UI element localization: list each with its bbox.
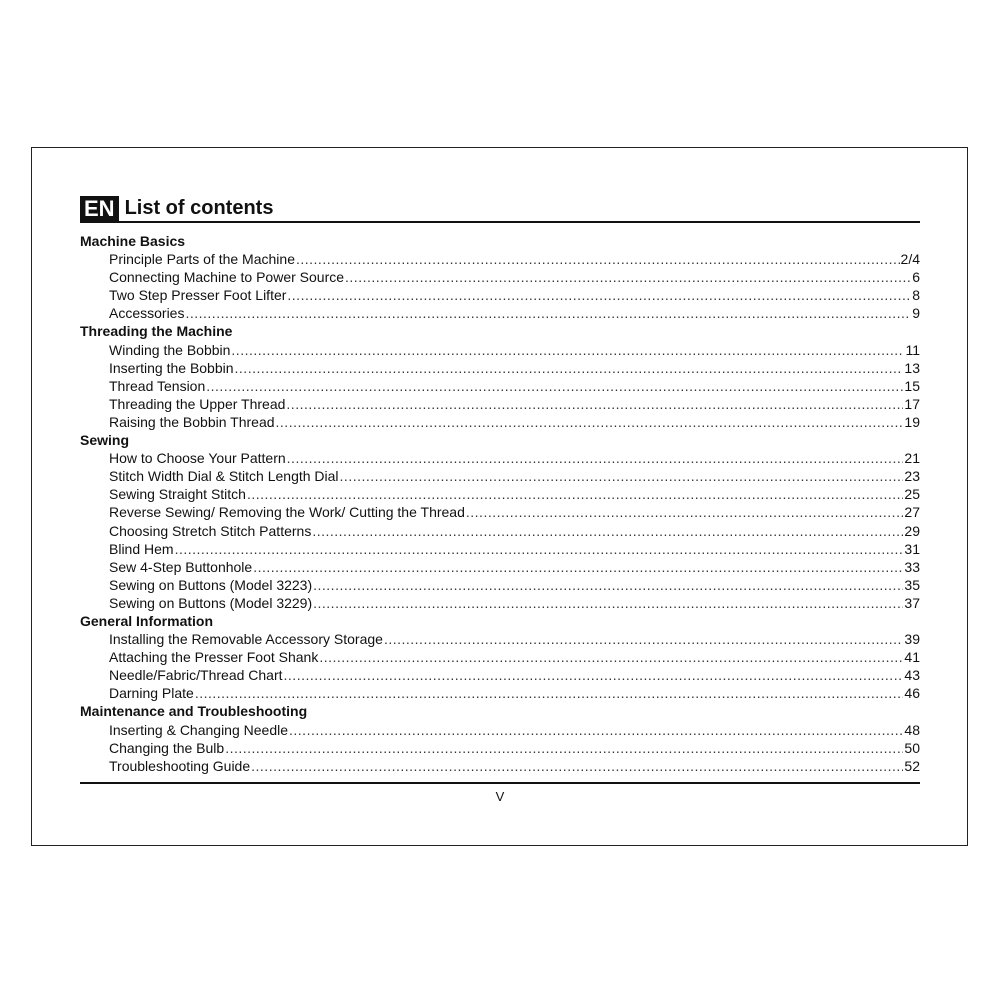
toc-entry[interactable] — [80, 286, 920, 304]
toc-entry-label: Reverse Sewing/ Removing the Work/ Cutting the Thread — [109, 504, 465, 521]
toc-entry-page: 11 — [905, 341, 920, 358]
toc-entry-label: Threading the Upper Thread — [109, 395, 286, 412]
toc-entry[interactable] — [80, 757, 920, 775]
toc-entry-label: Needle/Fabric/Thread Chart — [109, 667, 283, 684]
toc-entry-page: 39 — [904, 631, 920, 648]
toc-entry-label: Sewing on Buttons (Model 3229) — [109, 594, 313, 611]
toc-entry-page: 13 — [904, 359, 920, 376]
dot-leader — [185, 304, 911, 322]
toc-entry-page: 19 — [904, 413, 920, 430]
dot-leader — [313, 576, 903, 594]
toc-entry-label: Principle Parts of the Machine — [109, 251, 295, 268]
dot-leader — [466, 503, 904, 521]
toc-entry-page: 23 — [904, 468, 920, 485]
toc-entry-label: Blind Hem — [109, 540, 174, 557]
dot-leader — [286, 395, 903, 413]
toc-entry-page: 48 — [904, 721, 920, 738]
dot-leader — [313, 594, 903, 612]
language-badge: EN — [80, 196, 119, 222]
toc-entry[interactable] — [80, 522, 920, 540]
toc-entry-label: Inserting & Changing Needle — [109, 721, 289, 738]
toc-entry-label: Sewing on Buttons (Model 3223) — [109, 576, 313, 593]
toc-entry-label: Winding the Bobbin — [109, 341, 231, 358]
toc-entry[interactable] — [80, 467, 920, 485]
toc-section-heading: Machine Basics — [80, 233, 186, 249]
dot-leader — [289, 721, 903, 739]
dot-leader — [384, 630, 903, 648]
toc-entry[interactable] — [80, 666, 920, 684]
toc-entry[interactable] — [80, 721, 920, 739]
toc-entry-label: Inserting the Bobbin — [109, 359, 234, 376]
toc-entry-label: Accessories — [109, 305, 185, 322]
toc-entry[interactable] — [80, 540, 920, 558]
dot-leader — [340, 467, 904, 485]
toc-section-heading: Maintenance and Troubleshooting — [80, 703, 308, 720]
footer-rule — [80, 782, 920, 784]
toc-entry[interactable] — [80, 485, 920, 503]
toc-entry-label: Connecting Machine to Power Source — [109, 269, 345, 286]
toc-entry-page: 21 — [904, 450, 920, 467]
toc-entry[interactable] — [80, 304, 920, 322]
toc-entry-page: 46 — [904, 685, 920, 702]
toc-entry[interactable] — [80, 449, 920, 467]
toc-entry-label: Installing the Removable Accessory Storage — [109, 631, 383, 648]
toc-entry[interactable] — [80, 341, 920, 359]
toc-section-heading: General Information — [80, 612, 214, 629]
toc-entry[interactable] — [80, 413, 920, 431]
dot-leader — [287, 286, 911, 304]
toc-entry-page: 6 — [912, 269, 920, 286]
toc-entry-label: Thread Tension — [109, 377, 206, 394]
dot-leader — [175, 540, 904, 558]
page-title: List of contents — [124, 197, 274, 219]
dot-leader — [235, 359, 904, 377]
dot-leader — [251, 757, 903, 775]
toc-entry-page: 2/4 — [900, 251, 920, 268]
toc-entry-page: 33 — [904, 558, 920, 575]
table-of-contents — [80, 232, 920, 775]
dot-leader — [206, 377, 903, 395]
toc-section-heading: Sewing — [80, 432, 130, 449]
toc-entry-label: How to Choose Your Pattern — [109, 450, 286, 467]
toc-entry[interactable] — [80, 503, 920, 521]
dot-leader — [296, 250, 900, 268]
toc-entry-page: 17 — [904, 395, 920, 412]
toc-entry-page: 27 — [904, 504, 920, 521]
dot-leader — [247, 485, 903, 503]
toc-entry-label: Changing the Bulb — [109, 739, 225, 756]
toc-entry-page: 41 — [904, 649, 920, 666]
toc-entry[interactable] — [80, 684, 920, 702]
toc-entry[interactable] — [80, 377, 920, 395]
toc-entry-label: Attaching the Presser Foot Shank — [109, 649, 319, 666]
toc-entry[interactable] — [80, 739, 920, 757]
toc-entry-page: 50 — [904, 739, 920, 756]
toc-entry-page: 8 — [912, 287, 920, 304]
dot-leader — [319, 648, 903, 666]
dot-leader — [345, 268, 911, 286]
dot-leader — [253, 558, 903, 576]
toc-entry[interactable] — [80, 250, 920, 268]
dot-leader — [195, 684, 904, 702]
toc-entry[interactable] — [80, 268, 920, 286]
toc-entry-label: Choosing Stretch Stitch Patterns — [109, 522, 312, 539]
toc-entry-page: 15 — [904, 377, 920, 394]
toc-entry-page: 31 — [904, 540, 920, 557]
toc-entry-label: Sewing Straight Stitch — [109, 486, 246, 503]
toc-entry-label: Sew 4-Step Buttonhole — [109, 558, 253, 575]
page-number: V — [495, 789, 505, 804]
dot-leader — [284, 666, 904, 684]
toc-entry[interactable] — [80, 395, 920, 413]
toc-entry[interactable] — [80, 594, 920, 612]
header-rule — [80, 221, 920, 223]
toc-entry-label: Stitch Width Dial & Stitch Length Dial — [109, 468, 339, 485]
toc-entry-page: 29 — [904, 522, 920, 539]
toc-entry[interactable] — [80, 648, 920, 666]
dot-leader — [276, 413, 904, 431]
dot-leader — [225, 739, 903, 757]
dot-leader — [287, 449, 904, 467]
toc-entry-label: Two Step Presser Foot Lifter — [109, 287, 287, 304]
toc-entry-page: 52 — [904, 757, 920, 774]
dot-leader — [231, 341, 904, 359]
toc-section-heading: Threading the Machine — [80, 323, 233, 340]
toc-entry[interactable] — [80, 359, 920, 377]
toc-entry[interactable] — [80, 576, 920, 594]
toc-entry[interactable] — [80, 630, 920, 648]
toc-entry-page: 9 — [912, 305, 920, 322]
toc-entry-page: 37 — [904, 594, 920, 611]
toc-entry-page: 25 — [904, 486, 920, 503]
toc-entry-label: Darning Plate — [109, 685, 194, 702]
toc-entry-page: 43 — [904, 667, 920, 684]
toc-header — [80, 196, 920, 222]
toc-entry[interactable] — [80, 558, 920, 576]
toc-entry-label: Troubleshooting Guide — [109, 757, 251, 774]
toc-entry-label: Raising the Bobbin Thread — [109, 413, 275, 430]
toc-entry-page: 35 — [904, 576, 920, 593]
dot-leader — [312, 522, 903, 540]
